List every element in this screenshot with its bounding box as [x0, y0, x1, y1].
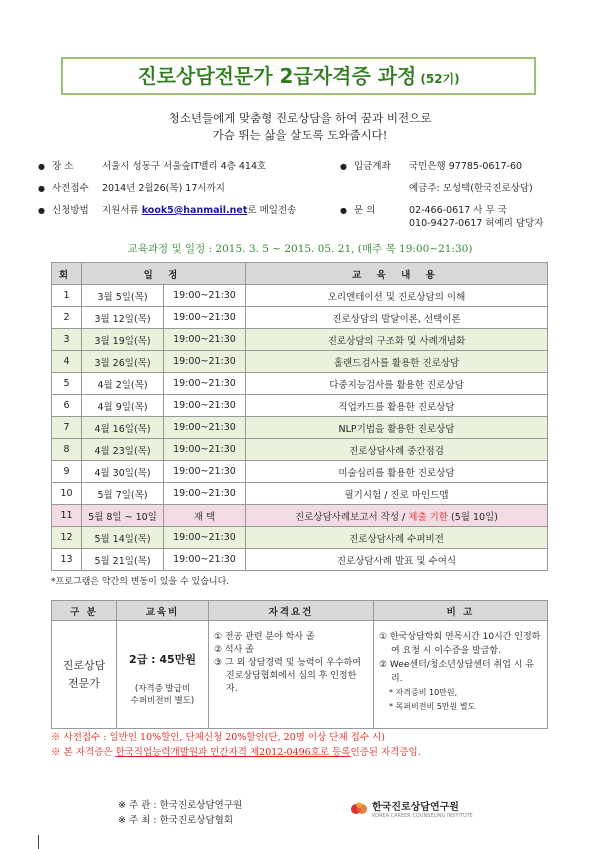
email-link[interactable]: kook5@hanmail.net — [141, 205, 248, 216]
course-name: 진로상담 전문가 — [52, 621, 117, 729]
apply-label: 신청방법 — [52, 205, 89, 216]
table-row: 9 4월 30일(목) 19:00~21:30 미술심리를 활용한 진로상담 — [52, 461, 548, 483]
table-row: 12 5월 14일(목) 19:00~21:30 진로상담사례 수퍼비전 — [52, 527, 548, 549]
logo-icon — [350, 800, 368, 818]
bullet-icon: ● — [38, 162, 45, 171]
bullet-icon: ● — [38, 206, 45, 215]
intro-line-1: 청소년들에게 맞춤형 진로상담을 하여 꿈과 비전으로 — [168, 111, 432, 125]
requirements-header-row: 구 분 교육비 자격요건 비 고 — [52, 601, 548, 621]
preregister-label: 사전접수 — [52, 183, 89, 194]
account-holder: 예금주: 모성택(한국진로상담) — [409, 183, 533, 194]
info-section — [38, 160, 568, 234]
institute-logo — [350, 798, 473, 819]
account-label: 입금계좌 — [354, 161, 391, 172]
requirements-table — [51, 600, 548, 729]
cohort-label: (52기) — [420, 72, 460, 86]
table-row: 6 4월 9일(목) 19:00~21:30 직업카드를 활용한 진로상담 — [52, 395, 548, 417]
schedule-note: *프로그램은 약간의 변동이 있을 수 있습니다. — [51, 577, 230, 587]
bullet-icon: ● — [340, 206, 347, 215]
table-row: 8 4월 23일(목) 19:00~21:30 진로상담사례 중간점검 — [52, 439, 548, 461]
logo-text: 한국진로상담연구원 — [372, 802, 459, 813]
title-box — [61, 57, 536, 95]
page-edge-line — [38, 835, 39, 849]
location-value: 서울시 성동구 서울숲IT밸리 4층 414호 — [102, 161, 267, 172]
certification-notice: ※ 본 자격증은 한국직업능력개발원과 민간자격 제2012-0496호로 등록인증된 자격증임. — [51, 747, 421, 758]
table-row: 2 3월 12일(목) 19:00~21:30 진로상담의 발달이론, 선택이론 — [52, 307, 548, 329]
table-row: 11 5월 8일 ~ 10일 재 택 진로상담사례보고서 작성 / 제출 기한 (5월 10일) — [52, 505, 548, 527]
apply-value: 지원서류 kook5@hanmail.net로 메일전송 — [102, 205, 297, 216]
bullet-icon: ● — [38, 184, 45, 193]
schedule-title: 교육과정 및 일정 : 2015. 3. 5 ~ 2015. 05. 21, (매주 목 19:00~21:30) — [127, 243, 473, 255]
header-content: 교 육 내 용 — [246, 263, 548, 285]
intro-text — [0, 110, 600, 144]
remarks-list: ① 한국상담학회 연목시간 10시간 인정하여 요청 시 이수증을 발급함. ② Wee센터/청소년상담센터 취업 시 유리. * 자격증비 10만원, * 목퍼비전비 5만원 별도 — [374, 621, 548, 729]
discount-notice: ※ 사전접수 : 일반인 10%할인, 단체신청 20%할인(단, 20명 이상 단체 접수 시) — [51, 732, 385, 743]
fee-value: 2급 : 45만원 — [129, 653, 196, 666]
table-row: 10 5월 7일(목) 19:00~21:30 필기시험 / 진로 마인드맵 — [52, 483, 548, 505]
qualification-list: ① 전공 관련 분야 학사 졸 ② 석사 졸 ③ 그 외 상담경력 및 능력이 우수하여 진로상담협회에서 심의 후 인정한 자. — [209, 621, 374, 729]
host-line: ※ 주 관 : 한국진로상담연구원 — [118, 800, 243, 811]
table-row: 3 3월 19일(목) 19:00~21:30 진로상담의 구조화 및 사례개념화 — [52, 329, 548, 351]
organizers — [118, 798, 242, 828]
schedule-header-row — [52, 263, 548, 285]
header-date: 일 정 — [82, 263, 246, 285]
table-row: 7 4월 16일(목) 19:00~21:30 NLP기법을 활용한 진로상담 — [52, 417, 548, 439]
page-title: 진로상담전문가 2급자격증 과정 — [137, 64, 417, 88]
fee-note: (자격증 발급비 수퍼비전비 별도) — [130, 684, 195, 706]
contact-label: 문 의 — [354, 205, 376, 216]
organizer-line: ※ 주 최 : 한국진로상담협회 — [118, 815, 234, 826]
bullet-icon: ● — [340, 162, 347, 171]
schedule-table — [51, 262, 548, 571]
table-row: 13 5월 21일(목) 19:00~21:30 진로상담사례 발표 및 수여식 — [52, 549, 548, 571]
account-value: 국민은행 97785-0617-60 — [409, 161, 523, 172]
logo-subtext: KOREA CAREER COUNSELING INSTITUTE — [372, 813, 473, 819]
table-row: 5 4월 2일(목) 19:00~21:30 다중지능검사를 활용한 진로상담 — [52, 373, 548, 395]
table-row: 1 3월 5일(목) 19:00~21:30 오리엔테이션 및 진로상담의 이해 — [52, 285, 548, 307]
location-label: 장 소 — [52, 161, 74, 172]
fee-cell — [117, 621, 209, 729]
table-row — [52, 621, 548, 729]
contact-value: 02-466-0617 사 무 국 010-9427-0617 허예리 담당자 — [409, 205, 544, 229]
intro-line-2: 가슴 뛰는 삶을 살도록 도와줍시다! — [212, 128, 388, 142]
table-row: 4 3월 26일(목) 19:00~21:30 홀랜드검사를 활용한 진로상담 — [52, 351, 548, 373]
header-no: 회 — [52, 263, 82, 285]
preregister-value: 2014년 2월26(목) 17시까지 — [102, 183, 225, 194]
deadline-text: 제출 기한 — [408, 511, 448, 523]
